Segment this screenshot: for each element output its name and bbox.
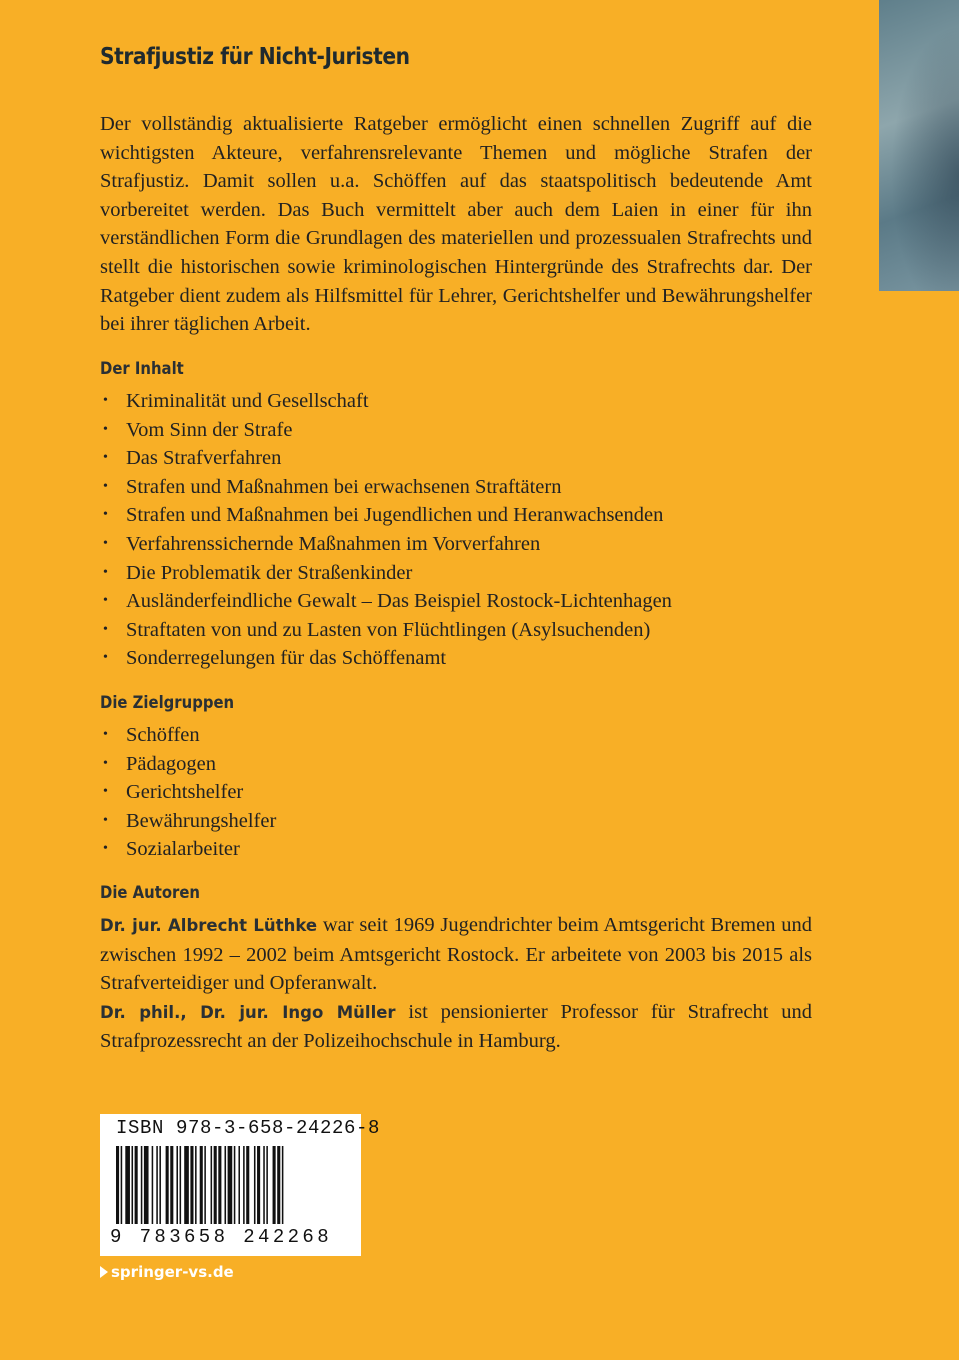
list-item: • Strafen und Maßnahmen bei erwachsenen Straftätern [103, 475, 562, 498]
author-1-name: Dr. jur. Albrecht Lüthke [100, 916, 318, 935]
list-item: • Bewährungshelfer [103, 809, 277, 832]
list-item: • Straftaten von und zu Lasten von Flüchtlingen (Asylsuchenden) [103, 618, 651, 641]
author-2-bio: ist pensionierter Professor für Strafrecht und Strafprozessrecht an der Polizeihochschule in Hamburg. [100, 1000, 812, 1053]
arrow-icon [100, 1266, 108, 1278]
book-title: Strafjustiz für Nicht-Juristen [100, 44, 410, 70]
list-item: • Schöffen [103, 724, 200, 746]
target-groups-list [100, 721, 276, 864]
list-item: • Die Problematik der Straßenkinder [103, 561, 413, 584]
isbn-label: ISBN 978-3-658-24226-8 [116, 1117, 381, 1139]
publisher-link[interactable]: springer-vs.de [100, 1263, 234, 1281]
list-item: • Das Strafverfahren [103, 447, 282, 470]
corner-graphic [879, 0, 959, 291]
author-2-name: Dr. phil., Dr. jur. Ingo Müller [100, 1002, 396, 1022]
list-item: • Gerichtshelfer [103, 781, 244, 804]
list-item: • Vom Sinn der Strafe [103, 418, 293, 441]
list-item: • Ausländerfeindliche Gewalt – Das Beispiel Rostock-Lichtenhagen [103, 590, 672, 613]
author-1 [100, 911, 812, 998]
author-2 [100, 998, 812, 1056]
intro-paragraph: Der vollständig aktualisierte Ratgeber ermöglicht einen schnellen Zugriff auf die wichtigsten Akteure, verfahrensrelevante Themen und mögliche Strafen der Strafjustiz. Damit sollen u.a. Schöffen auf das staatspolitisch bedeutende Amt vorbereitet werden. Das Buch vermittelt aber auch dem Laien in einer für ihn verständlichen Form die Grundlagen des materiellen und prozessualen Strafrechts und stellt die historischen sowie kriminologischen Hintergründe des Strafrechts dar. Der Ratgeber dient zudem als Hilfsmittel für Lehrer, Gerichtshelfer und Bewährungshelfer bei ihrer täglichen Arbeit. [100, 113, 812, 336]
target-groups-heading: Die Zielgruppen [100, 693, 235, 712]
list-item: • Sonderregelungen für das Schöffenamt [103, 647, 447, 670]
barcode-icon [112, 1146, 352, 1226]
authors-heading: Die Autoren [100, 883, 200, 902]
authors-section [100, 911, 812, 1056]
list-item: • Kriminalität und Gesellschaft [103, 390, 369, 412]
list-item: • Strafen und Maßnahmen bei Jugendlichen und Heranwachsenden [103, 504, 664, 527]
ean-digits: 9 783658 242268 [110, 1226, 355, 1248]
list-item: • Verfahrenssichernde Maßnahmen im Vorverfahren [103, 532, 541, 555]
contents-heading: Der Inhalt [100, 359, 184, 378]
contents-list [100, 387, 672, 673]
list-item: • Pädagogen [103, 752, 216, 775]
author-1-bio: war seit 1969 Jugendrichter beim Amtsgericht Bremen und zwischen 1992 – 2002 beim Amtsgericht Rostock. Er arbeitete von 2003 bis 2015 als Strafverteidiger und Opferanwalt. [100, 914, 812, 995]
list-item: • Sozialarbeiter [103, 838, 240, 861]
